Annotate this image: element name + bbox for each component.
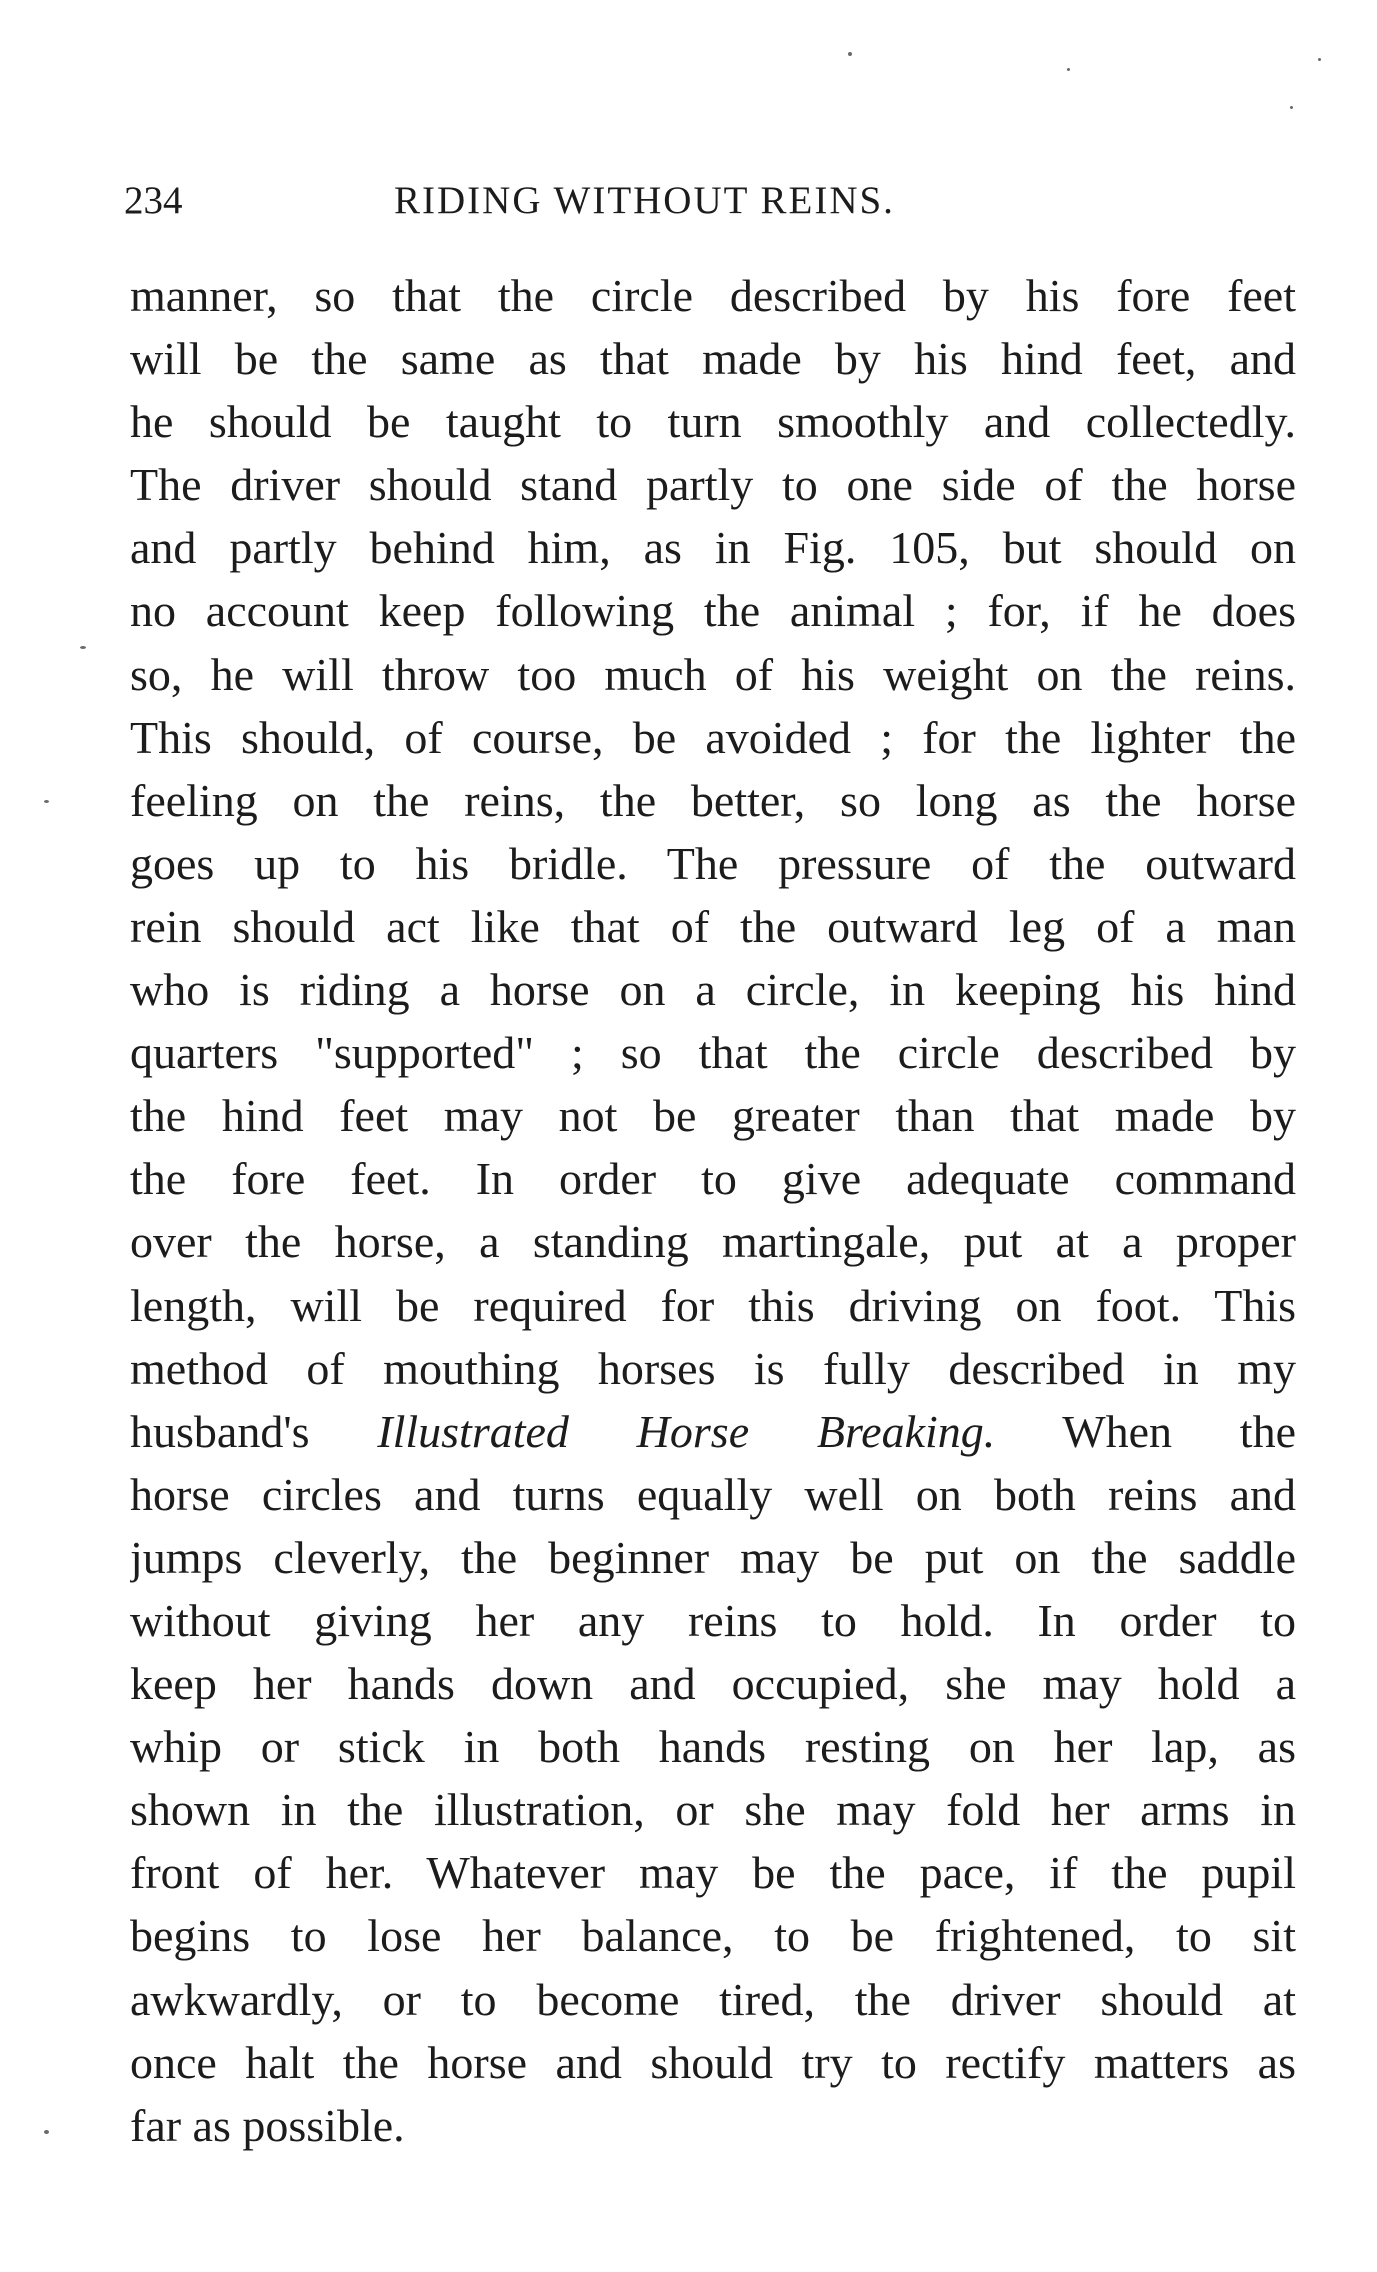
- text-line: feeling on the reins, the better, so long as the horse: [130, 774, 1296, 826]
- book-title: Illustrated Horse Breaking.: [377, 1405, 996, 1457]
- text-line: and partly behind him, as in Fig. 105, but should on: [130, 522, 1296, 574]
- body-paragraph: [130, 264, 1296, 2157]
- text-line: manner, so that the circle described by his fore feet: [130, 270, 1296, 321]
- text-line: horse circles and turns equally well on both reins and: [130, 1468, 1296, 1520]
- text-line: shown in the illustration, or she may fold her arms in: [130, 1784, 1296, 1836]
- text-line: keep her hands down and occupied, she may hold a: [130, 1658, 1296, 1710]
- text-line: over the horse, a standing martingale, put at a proper: [130, 1216, 1296, 1268]
- paper-speck: [80, 646, 86, 649]
- text-line: quarters "supported" ; so that the circle described by: [130, 1027, 1296, 1079]
- text-line: far as possible.: [130, 2099, 405, 2151]
- text-line: The driver should stand partly to one side of the horse: [130, 459, 1296, 511]
- text-line-with-book-title: [130, 1400, 1296, 1463]
- text-segment: husband's: [130, 1405, 378, 1457]
- text-line: awkwardly, or to become tired, the driver should at: [130, 1973, 1296, 2025]
- text-line: the hind feet may not be greater than that made by: [130, 1090, 1296, 1142]
- text-line: who is riding a horse on a circle, in keeping his hind: [130, 964, 1296, 1016]
- text-line: length, will be required for this driving on foot. This: [130, 1279, 1296, 1331]
- text-line: whip or stick in both hands resting on her lap, as: [130, 1721, 1296, 1773]
- paper-speck: [44, 2130, 49, 2134]
- text-line: front of her. Whatever may be the pace, if the pupil: [130, 1847, 1296, 1899]
- page-number: 234: [124, 179, 183, 222]
- text-line: so, he will throw too much of his weight on the reins.: [130, 648, 1296, 700]
- text-line: he should be taught to turn smoothly and collectedly.: [130, 396, 1296, 448]
- text-line: begins to lose her balance, to be frightened, to sit: [130, 1910, 1296, 1962]
- text-segment: When the: [995, 1405, 1296, 1457]
- text-line: without giving her any reins to hold. In order to: [130, 1594, 1296, 1646]
- text-line: no account keep following the animal ; for, if he does: [130, 585, 1296, 637]
- page-header: [124, 178, 1304, 238]
- text-line: the fore feet. In order to give adequate command: [130, 1153, 1296, 1205]
- text-line: method of mouthing horses is fully described in my: [130, 1342, 1296, 1394]
- text-line: rein should act like that of the outward leg of a man: [130, 900, 1296, 952]
- text-line: This should, of course, be avoided ; for the lighter the: [130, 711, 1296, 763]
- paper-speck: [44, 800, 49, 803]
- paper-speck: [1290, 106, 1293, 109]
- paper-speck: [848, 52, 852, 56]
- text-line: jumps cleverly, the beginner may be put on the saddle: [130, 1531, 1296, 1583]
- text-line: goes up to his bridle. The pressure of the outward: [130, 837, 1296, 889]
- paper-speck: [1318, 58, 1321, 61]
- text-line: once halt the horse and should try to rectify matters as: [130, 2036, 1296, 2088]
- paper-speck: [1067, 68, 1070, 71]
- text-line: will be the same as that made by his hind feet, and: [130, 333, 1296, 385]
- running-title: RIDING WITHOUT REINS.: [394, 179, 895, 222]
